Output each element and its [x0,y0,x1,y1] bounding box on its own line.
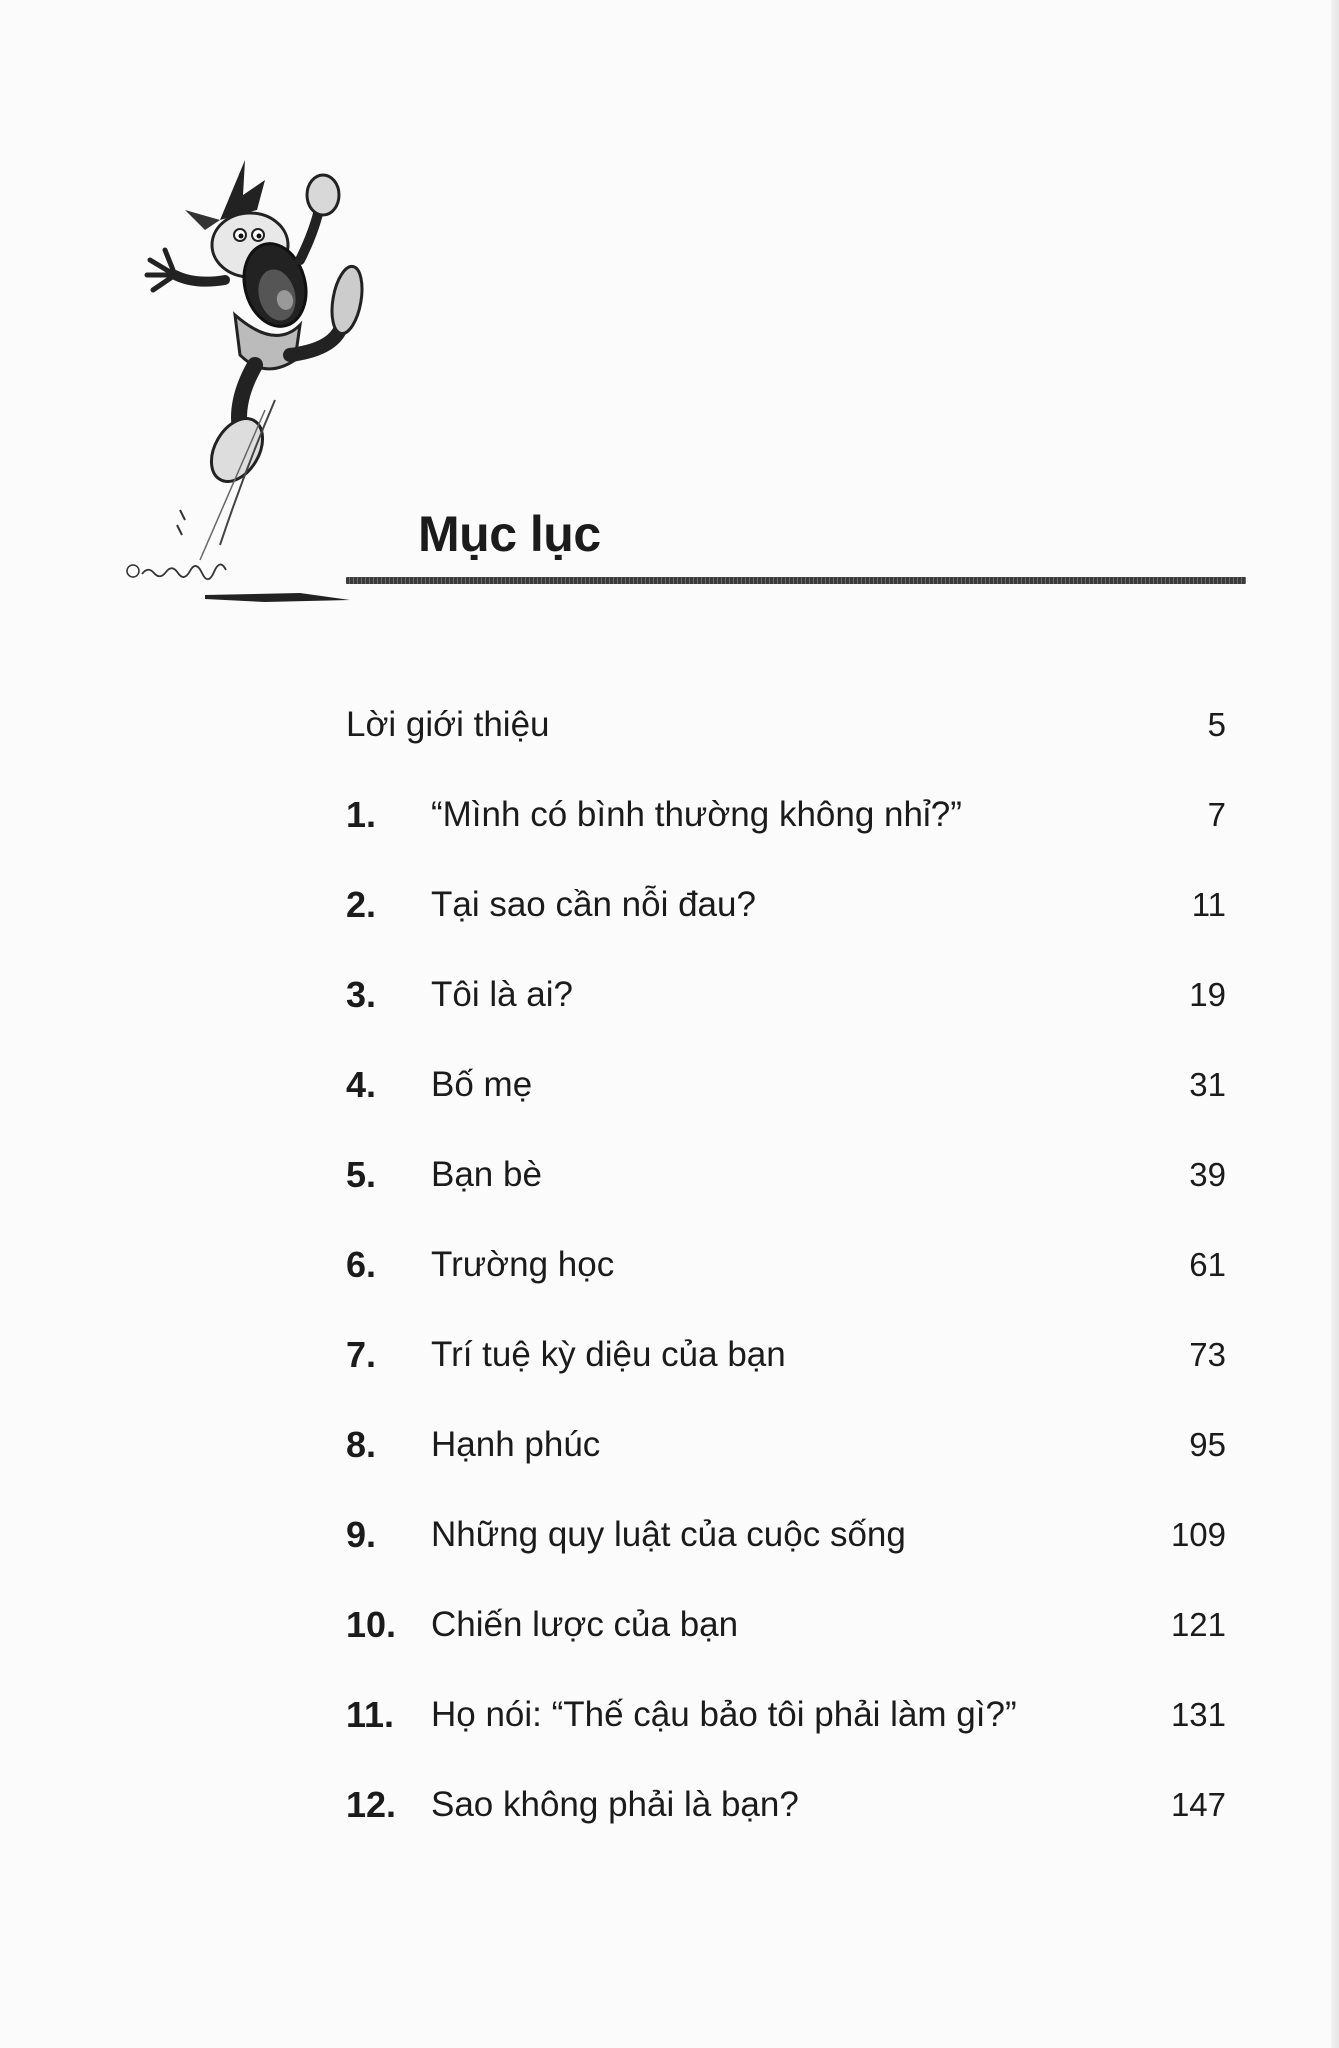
toc-entry-number: 12. [346,1784,397,1825]
toc-entry-title: Tôi là ai? [431,975,574,1014]
toc-entry-introduction[interactable] [346,695,1226,755]
toc-entry-title: Họ nói: “Thế cậu bảo tôi phải làm gì?” [431,1695,1017,1734]
page-title: Mục lục [418,506,601,562]
toc-entry-title: Lời giới thiệu [346,705,550,744]
toc-entry-6[interactable] [346,1235,1226,1295]
toc-entry-page: 11 [1191,886,1226,923]
toc-entry-9[interactable] [346,1505,1226,1565]
toc-entry-title: Bố mẹ [431,1065,533,1104]
toc-entry-page: 5 [1207,706,1226,743]
toc-entry-page: 31 [1189,1066,1226,1103]
toc-entry-page: 109 [1170,1516,1226,1553]
toc-entry-page: 131 [1170,1696,1226,1733]
toc-entry-number: 6. [346,1244,377,1285]
toc-entry-number: 4. [346,1064,377,1105]
toc-entry-2[interactable] [346,875,1226,935]
toc-entry-title: Chiến lược của bạn [431,1605,739,1644]
toc-entry-title: “Mình có bình thường không nhỉ?” [431,795,962,834]
toc-entry-3[interactable] [346,965,1226,1025]
toc-entry-title: Bạn bè [431,1155,542,1194]
toc-entry-number: 7. [346,1334,377,1375]
toc-entry-12[interactable] [346,1775,1226,1835]
toc-entry-number: 3. [346,974,377,1015]
toc-entry-page: 147 [1170,1786,1226,1823]
toc-entry-page: 19 [1189,976,1226,1013]
toc-entry-number: 5. [346,1154,377,1195]
toc-entry-page: 39 [1189,1156,1226,1193]
toc-entry-title: Tại sao cần nỗi đau? [431,885,756,924]
toc-entry-10[interactable] [346,1595,1226,1655]
toc-entry-title: Sao không phải là bạn? [431,1785,799,1824]
toc-entry-number: 11. [346,1694,395,1735]
toc-entry-7[interactable] [346,1325,1226,1385]
toc-entry-8[interactable] [346,1415,1226,1475]
toc-entry-11[interactable] [346,1685,1226,1745]
toc-entry-1[interactable] [346,785,1226,845]
toc-entry-number: 9. [346,1514,377,1555]
toc-entry-title: Hạnh phúc [431,1425,601,1464]
toc-entry-page: 73 [1189,1336,1226,1373]
toc-entry-title: Trí tuệ kỳ diệu của bạn [431,1335,786,1374]
toc-entry-page: 61 [1189,1246,1226,1283]
toc-entry-4[interactable] [346,1055,1226,1115]
toc-entry-5[interactable] [346,1145,1226,1205]
toc-entry-number: 8. [346,1424,377,1465]
toc-entry-number: 1. [346,794,377,835]
toc-entry-title: Trường học [431,1245,615,1284]
toc-entry-page: 95 [1189,1426,1226,1463]
toc-entry-number: 10. [346,1604,397,1645]
toc-entry-page: 7 [1207,796,1226,833]
toc-entry-title: Những quy luật của cuộc sống [431,1515,906,1554]
toc-entry-number: 2. [346,884,377,925]
toc-entry-page: 121 [1170,1606,1226,1643]
